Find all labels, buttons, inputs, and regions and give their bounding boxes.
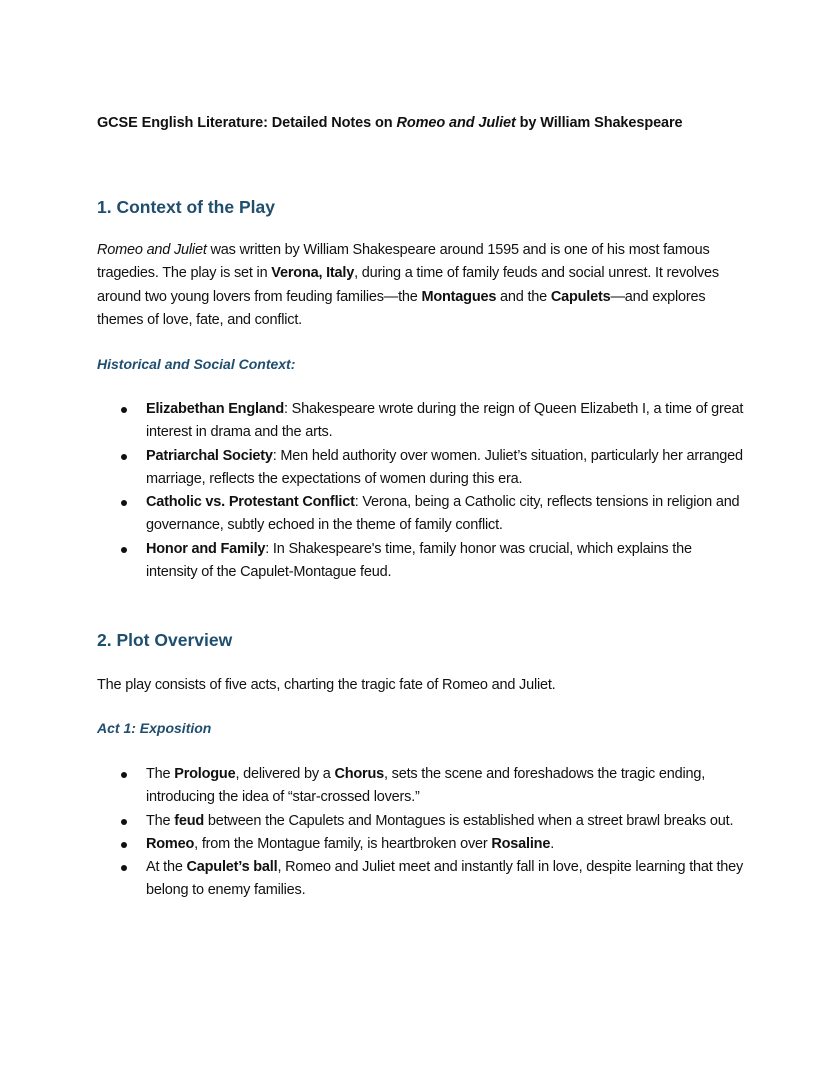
- text-run: The: [146, 812, 175, 829]
- bullet-icon: [121, 819, 127, 825]
- plot-intro-paragraph: The play consists of five acts, charting the tragic fate of Romeo and Juliet.: [97, 677, 556, 693]
- text-run: was written by William Shakespeare around 1595 and is one of his most famous tragedies. The play is set in: [97, 242, 710, 282]
- text-run: , Romeo and Juliet meet and instantly fall in love, despite learning that they belong to enemy families.: [146, 859, 744, 899]
- text-run: The: [146, 766, 175, 782]
- list-item: [97, 763, 747, 810]
- bullet-icon: [121, 454, 127, 460]
- bold-run: Verona, Italy: [271, 265, 355, 282]
- title-work: Romeo and Juliet: [396, 115, 516, 131]
- list-item: [97, 491, 747, 538]
- list-item: [97, 833, 747, 856]
- section-heading-context: 1. Context of the Play: [97, 197, 275, 217]
- bold-run: Rosaline: [491, 835, 551, 852]
- bullet-term: Catholic vs. Protestant Conflict: [146, 494, 355, 511]
- bold-run: Capulets: [550, 288, 611, 305]
- list-item: [97, 856, 747, 903]
- bold-run: Montagues: [421, 288, 497, 305]
- play-title: Romeo and Juliet: [97, 242, 207, 258]
- bullet-icon: [121, 407, 127, 413]
- bullet-icon: [121, 547, 127, 553]
- list-item: [97, 538, 747, 585]
- act1-bullet-list: [97, 763, 747, 903]
- bullet-text: : Men held authority over women. Juliet’s situation, particularly her arranged marriage, reflects the expectations of women during this era.: [146, 447, 743, 487]
- document-title: [97, 115, 683, 131]
- text-run: , during a time of family feuds and social unrest. It revolves around two young lovers from feuding families—the: [97, 265, 719, 305]
- text-run: —and explores themes of love, fate, and conflict.: [97, 288, 706, 328]
- section-heading-plot-overview: 2. Plot Overview: [97, 630, 233, 650]
- bullet-icon: [121, 865, 127, 871]
- bold-run: Capulet’s ball: [186, 859, 278, 876]
- text-run: .: [550, 835, 555, 852]
- list-item: [97, 810, 747, 833]
- bullet-icon: [121, 772, 127, 778]
- context-bullet-list: [97, 398, 747, 584]
- title-prefix: GCSE English Literature: Detailed Notes on: [97, 115, 397, 131]
- bullet-icon: [121, 500, 127, 506]
- bullet-term: Elizabethan England: [146, 401, 284, 417]
- text-run: and the: [496, 288, 551, 305]
- text-run: , from the Montague family, is heartbroken over: [194, 835, 492, 852]
- bullet-text: : In Shakespeare's time, family honor was crucial, which explains the intensity of the Capulet-Montague feud.: [146, 540, 692, 581]
- text-run: , delivered by a: [235, 766, 335, 782]
- text-run: , sets the scene and foreshadows the tragic ending, introducing the idea of “star-crossed lovers.”: [146, 766, 706, 806]
- list-item: [97, 445, 747, 492]
- bullet-icon: [121, 842, 127, 848]
- bullet-text: : Shakespeare wrote during the reign of Queen Elizabeth I, a time of great interest in drama and the arts.: [146, 401, 744, 441]
- list-item: [97, 398, 747, 445]
- context-paragraph: [97, 239, 737, 332]
- bold-run: feud: [174, 812, 205, 829]
- title-suffix: by William Shakespeare: [515, 115, 683, 131]
- bold-run: Chorus: [334, 766, 384, 782]
- bullet-term: Patriarchal Society: [146, 447, 273, 464]
- text-run: between the Capulets and Montagues is established when a street brawl breaks out.: [204, 812, 734, 829]
- subheading-act-1: Act 1: Exposition: [97, 720, 212, 736]
- bullet-text: : Verona, being a Catholic city, reflects tensions in religion and governance, subtly echoed in the theme of family conflict.: [146, 494, 740, 534]
- subheading-historical-context: Historical and Social Context:: [97, 356, 296, 372]
- bold-run: Prologue: [174, 766, 236, 782]
- bullet-term: Honor and Family: [146, 540, 266, 557]
- bold-run: Romeo: [146, 835, 195, 852]
- text-run: At the: [146, 859, 187, 876]
